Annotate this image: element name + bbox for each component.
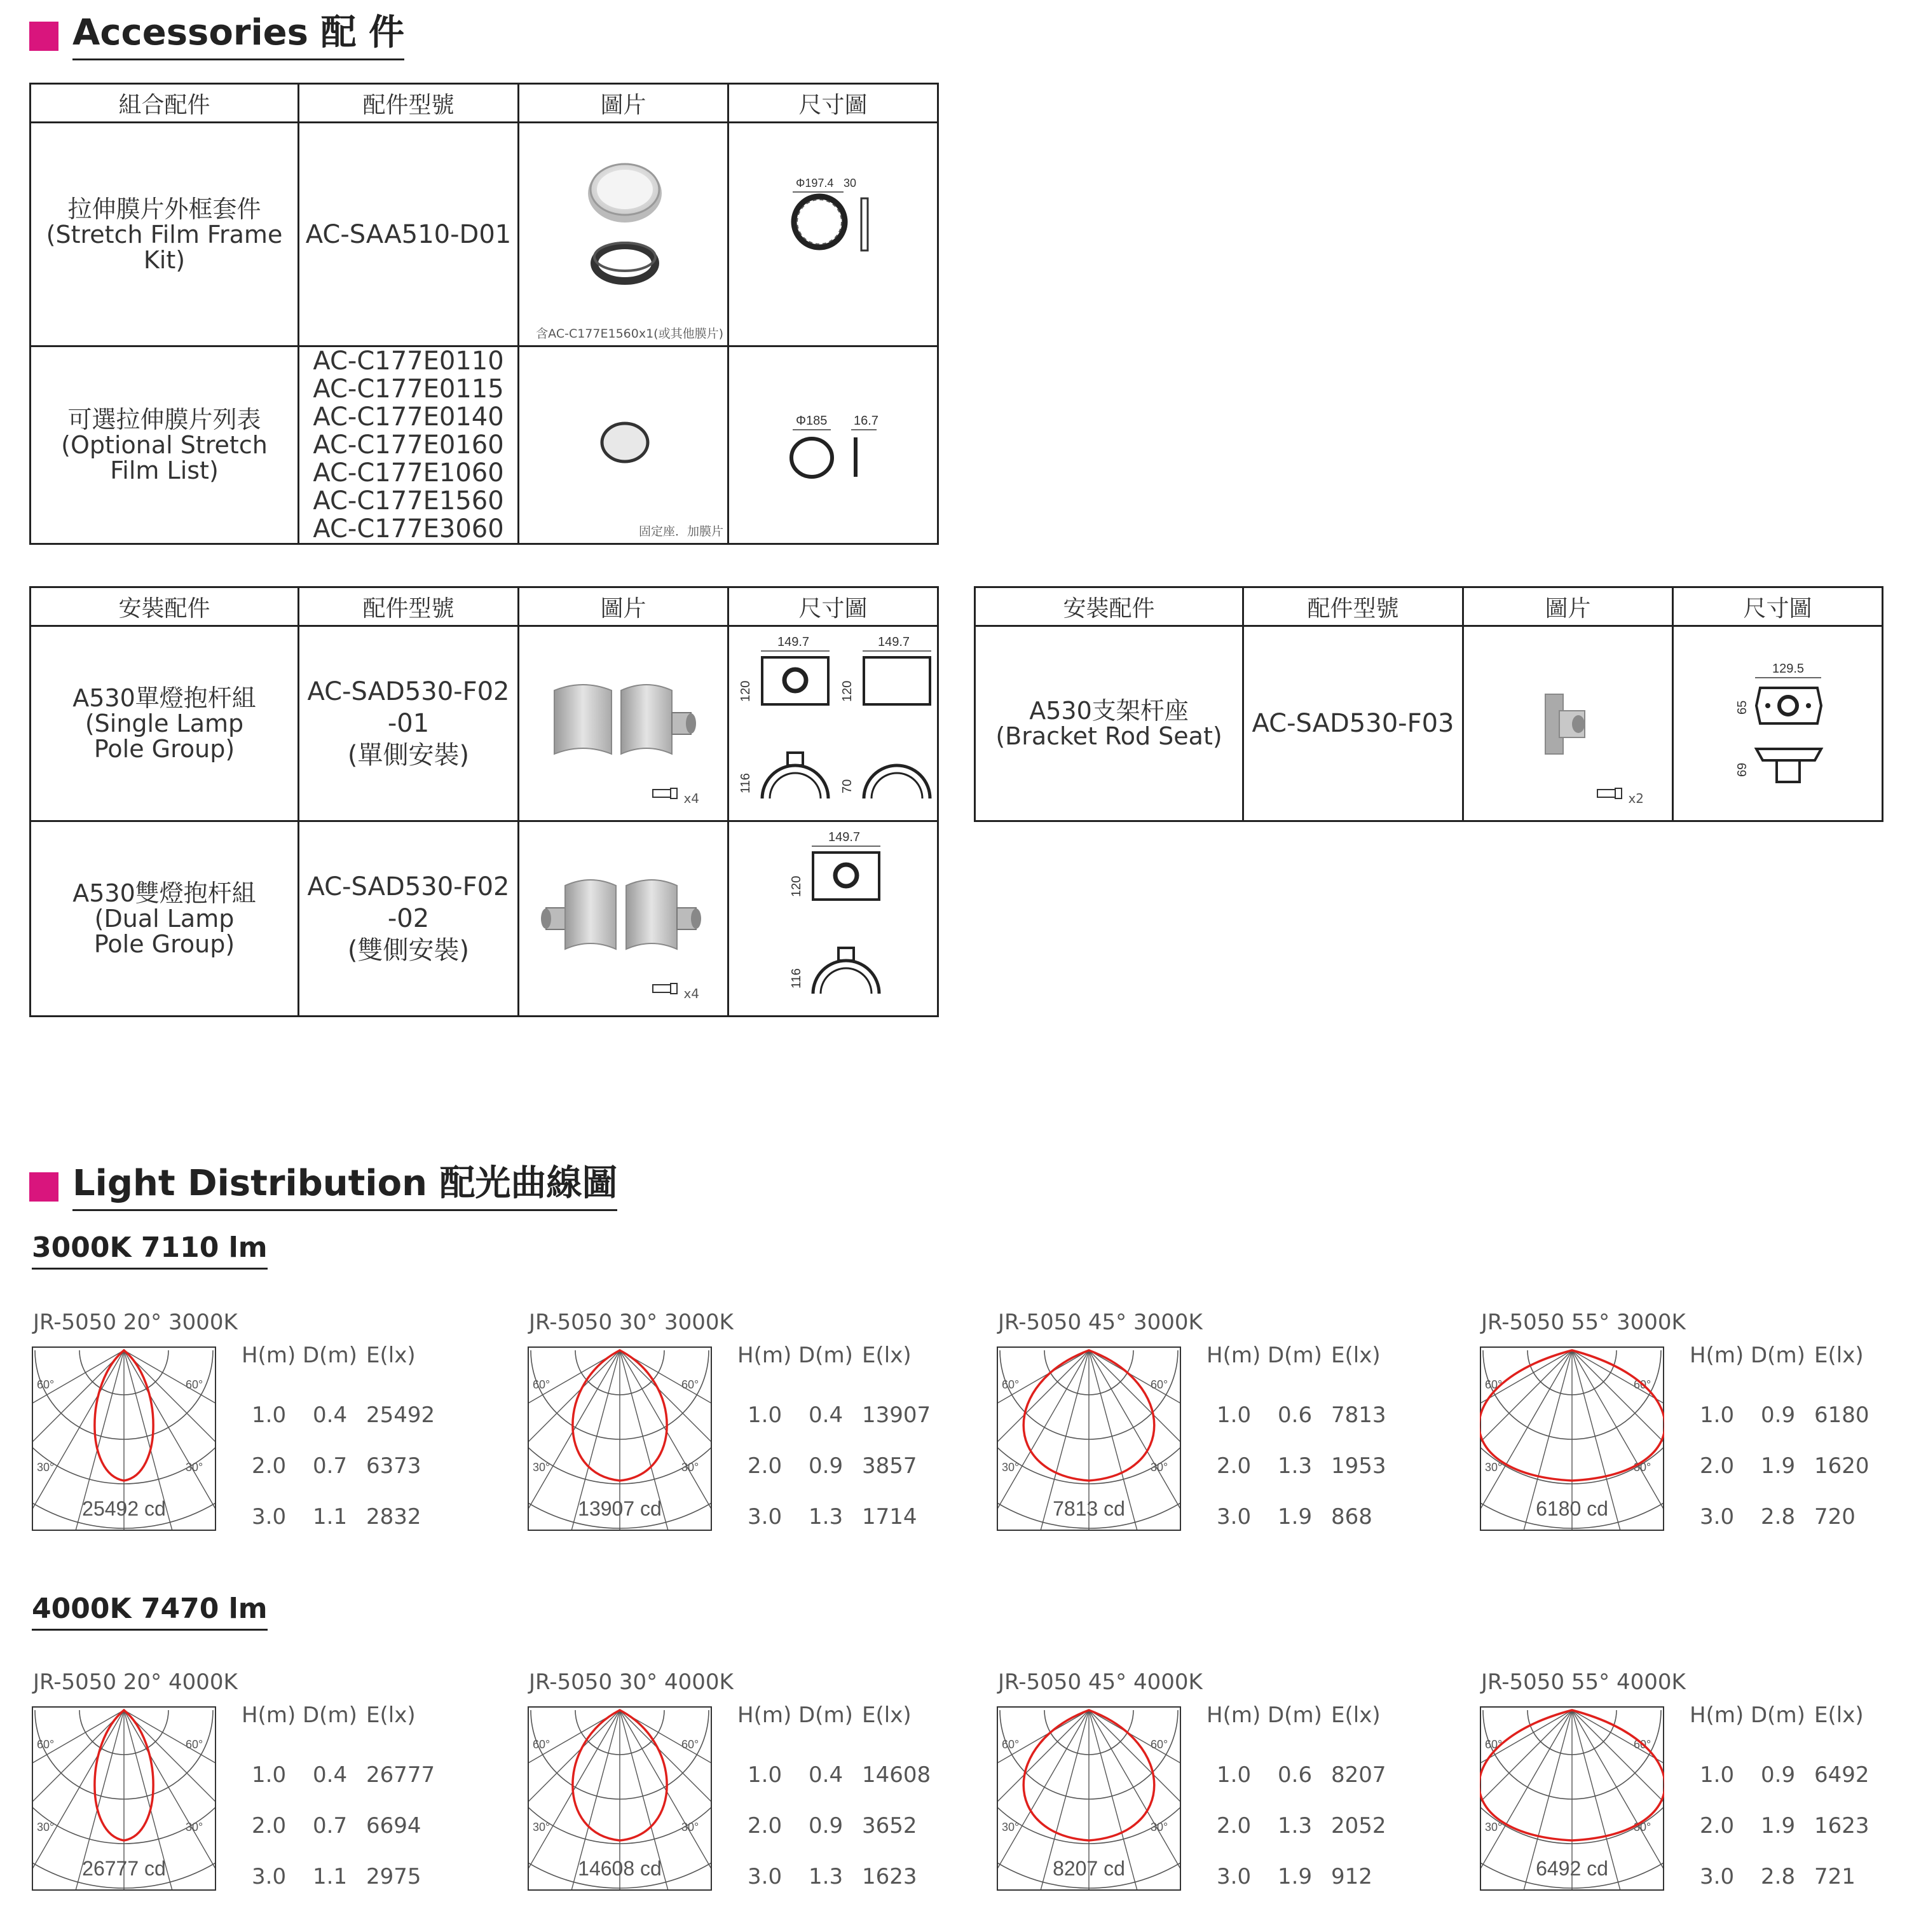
angle-label: 60° <box>1151 1378 1168 1391</box>
accessory-model-list <box>299 346 519 544</box>
table-cell: 1.3 <box>1278 1453 1313 1479</box>
table-cell: 13907 <box>862 1402 931 1428</box>
model-item: AC-C177E1060 <box>313 458 504 488</box>
polar-candela-diagram <box>528 1346 712 1531</box>
table-cell: 1.3 <box>1278 1813 1313 1839</box>
table-cell: 0.7 <box>313 1453 348 1479</box>
photo-note: 固定座．加膜片 <box>638 524 723 538</box>
table-cell: 1.0 <box>1217 1762 1252 1788</box>
angle-label: 30° <box>1485 1821 1503 1833</box>
chart-title: JR-5050 20° 4000K <box>33 1669 238 1695</box>
table-cell: 1.1 <box>313 1864 348 1889</box>
table-header: 尺寸圖 <box>728 84 938 123</box>
angle-label: 30° <box>37 1821 55 1833</box>
accessory-photo <box>1463 626 1673 821</box>
angle-label: 60° <box>186 1738 203 1751</box>
chart-title: JR-5050 30° 4000K <box>529 1669 734 1695</box>
table-cell: 3.0 <box>1217 1864 1252 1889</box>
table-cell: 2832 <box>366 1504 421 1530</box>
angle-label: 60° <box>681 1378 699 1391</box>
table-cell: 1.9 <box>1761 1813 1796 1839</box>
accessory-dimension <box>728 123 938 346</box>
polar-candela-diagram <box>1480 1706 1664 1891</box>
chart-title: JR-5050 45° 3000K <box>998 1310 1203 1335</box>
bracket-seat-image <box>1464 627 1674 818</box>
peak-candela-label: 6492 cd <box>1536 1857 1608 1880</box>
table-cell: 2.0 <box>1217 1453 1252 1479</box>
polar-candela-diagram <box>528 1706 712 1891</box>
frame-kit-dimension-drawing <box>729 123 939 343</box>
photo-note: 含AC-C177E1560x1(或其他膜片) <box>536 327 723 341</box>
table-cell: 1.0 <box>748 1402 783 1428</box>
table-cell: 0.6 <box>1278 1402 1313 1428</box>
light-distribution-heading <box>29 1162 618 1209</box>
dim-label: Φ185 <box>796 414 828 428</box>
table-cell: 1620 <box>1814 1453 1869 1479</box>
table-cell: 3.0 <box>252 1864 287 1889</box>
angle-label: 30° <box>1485 1461 1503 1474</box>
table-cell: 3.0 <box>252 1504 287 1530</box>
table-cell: 1.0 <box>1700 1762 1735 1788</box>
angle-label: 30° <box>681 1461 699 1474</box>
angle-label: 60° <box>1634 1378 1651 1391</box>
table-cell: 3.0 <box>1700 1504 1735 1530</box>
table-header: 配件型號 <box>299 587 519 626</box>
table-cell: 1953 <box>1331 1453 1386 1479</box>
dim-label: 149.7 <box>878 635 910 649</box>
table-cell: 1.9 <box>1278 1864 1313 1889</box>
table-cell: 1.3 <box>809 1504 844 1530</box>
dim-label: 120 <box>840 680 854 702</box>
table-cell: 1.0 <box>1700 1402 1735 1428</box>
column-header: E(lx) <box>1331 1702 1381 1728</box>
polar-candela-diagram <box>997 1346 1181 1531</box>
column-header: E(lx) <box>1814 1343 1864 1368</box>
accessory-dimension <box>1673 626 1883 821</box>
table-cell: 868 <box>1331 1504 1372 1530</box>
table-header: 組合配件 <box>31 84 299 123</box>
light-distribution-panel <box>997 1669 1442 1905</box>
angle-label: 30° <box>681 1821 699 1833</box>
table-cell: 0.6 <box>1278 1762 1313 1788</box>
angle-label: 60° <box>37 1738 55 1751</box>
table-header: 圖片 <box>519 84 728 123</box>
peak-candela-label: 6180 cd <box>1536 1497 1608 1520</box>
model-item: AC-C177E3060 <box>313 514 504 544</box>
table-cell: 0.4 <box>313 1402 348 1428</box>
table-cell: 3.0 <box>748 1504 783 1530</box>
angle-label: 60° <box>186 1378 203 1391</box>
table-cell: 0.4 <box>809 1402 844 1428</box>
dual-pole-clamp-image <box>519 822 729 1013</box>
table-header: 尺寸圖 <box>1673 587 1883 626</box>
table-cell: 1623 <box>862 1864 917 1889</box>
table-cell: 2.0 <box>1700 1813 1735 1839</box>
table-cell: 3.0 <box>1217 1504 1252 1530</box>
table-cell: 2.0 <box>748 1813 783 1839</box>
table-cell: 721 <box>1814 1864 1856 1889</box>
angle-label: 30° <box>1151 1461 1168 1474</box>
model-item: AC-C177E0110 <box>313 346 504 376</box>
single-pole-dimension-drawing <box>729 627 939 818</box>
peak-candela-label: 7813 cd <box>1053 1497 1125 1520</box>
frame-kit-image <box>519 123 729 343</box>
angle-label: 30° <box>1151 1821 1168 1833</box>
angle-label: 60° <box>1002 1738 1020 1751</box>
accessory-dimension <box>728 626 938 821</box>
accent-square-icon <box>29 1172 58 1202</box>
group-label-4000k: 4000K 7470 lm <box>32 1593 268 1631</box>
dim-label: 30 <box>844 177 857 189</box>
film-dimension-drawing <box>729 348 939 539</box>
table-header: 安裝配件 <box>975 587 1243 626</box>
group-label-3000k: 3000K 7110 lm <box>32 1232 268 1270</box>
table-cell: 7813 <box>1331 1402 1386 1428</box>
accessory-dimension <box>728 346 938 544</box>
angle-label: 60° <box>681 1738 699 1751</box>
quantity-label: x2 <box>1628 791 1644 806</box>
table-cell: 0.4 <box>809 1762 844 1788</box>
table-cell: 1.3 <box>809 1864 844 1889</box>
peak-candela-label: 8207 cd <box>1053 1857 1125 1880</box>
accessories-heading <box>29 11 404 58</box>
table-header: 尺寸圖 <box>728 587 938 626</box>
angle-label: 60° <box>1002 1378 1020 1391</box>
table-header: 配件型號 <box>1243 587 1463 626</box>
column-header: D(m) <box>1751 1343 1805 1368</box>
angle-label: 30° <box>533 1461 550 1474</box>
dim-label: 120 <box>789 875 803 897</box>
angle-label: 60° <box>1485 1378 1503 1391</box>
chart-title: JR-5050 30° 3000K <box>529 1310 734 1335</box>
light-distribution-panel <box>528 1310 973 1545</box>
table-cell: 1.0 <box>748 1762 783 1788</box>
table-cell: 14608 <box>862 1762 931 1788</box>
table-cell: 2.0 <box>252 1453 287 1479</box>
accessories-title: Accessories 配 件 <box>72 13 404 60</box>
column-header: H(m) <box>242 1702 296 1728</box>
accessory-photo <box>519 346 728 544</box>
angle-label: 60° <box>1151 1738 1168 1751</box>
table-cell: 0.4 <box>313 1762 348 1788</box>
accessory-name: A530雙燈抱杆組 (Dual Lamp Pole Group) <box>31 821 299 1017</box>
angle-label: 60° <box>1634 1738 1651 1751</box>
accessory-photo <box>519 821 728 1017</box>
accessory-model: AC-SAD530-F02 -02 (雙側安裝) <box>299 821 519 1017</box>
table-cell: 6180 <box>1814 1402 1869 1428</box>
column-header: D(m) <box>303 1702 357 1728</box>
column-header: D(m) <box>798 1702 853 1728</box>
column-header: D(m) <box>798 1343 853 1368</box>
angle-label: 60° <box>37 1378 55 1391</box>
table-cell: 26777 <box>366 1762 435 1788</box>
table-cell: 2975 <box>366 1864 421 1889</box>
column-header: H(m) <box>1690 1343 1744 1368</box>
light-distribution-panel <box>997 1310 1442 1545</box>
table-cell: 1.0 <box>252 1402 287 1428</box>
column-header: D(m) <box>1268 1343 1322 1368</box>
light-distribution-panel <box>32 1310 477 1545</box>
table-cell: 25492 <box>366 1402 435 1428</box>
column-header: H(m) <box>737 1702 792 1728</box>
angle-label: 60° <box>533 1378 550 1391</box>
table-cell: 1.9 <box>1278 1504 1313 1530</box>
model-item: AC-C177E0140 <box>313 402 504 432</box>
dim-label: 116 <box>789 968 803 989</box>
light-distribution-panel <box>1480 1669 1907 1905</box>
dim-label: 120 <box>739 680 753 702</box>
accessory-name: A530支架杆座 (Bracket Rod Seat) <box>975 626 1243 821</box>
table-cell: 2.8 <box>1761 1864 1796 1889</box>
dim-label: 69 <box>1735 762 1749 777</box>
accessory-name: A530單燈抱杆組 (Single Lamp Pole Group) <box>31 626 299 821</box>
chart-title: JR-5050 55° 4000K <box>1481 1669 1686 1695</box>
accessory-photo <box>519 123 728 346</box>
accent-square-icon <box>29 22 58 51</box>
polar-candela-diagram <box>32 1346 216 1531</box>
table-cell: 3857 <box>862 1453 917 1479</box>
table-cell: 3.0 <box>748 1864 783 1889</box>
peak-candela-label: 26777 cd <box>82 1857 166 1880</box>
table-cell: 2.0 <box>252 1813 287 1839</box>
chart-title: JR-5050 55° 3000K <box>1481 1310 1686 1335</box>
dim-label: 149.7 <box>777 635 810 649</box>
peak-candela-label: 14608 cd <box>578 1857 662 1880</box>
accessory-name: 可選拉伸膜片列表 (Optional Stretch Film List) <box>31 346 299 544</box>
table-cell: 6694 <box>366 1813 421 1839</box>
accessory-table-mount <box>29 586 939 1017</box>
light-distribution-panel <box>528 1669 973 1905</box>
angle-label: 30° <box>1634 1821 1651 1833</box>
accessory-model: AC-SAD530-F02 -01 (單側安裝) <box>299 626 519 821</box>
dim-label: 129.5 <box>1772 662 1805 676</box>
table-cell: 0.9 <box>809 1453 844 1479</box>
column-header: H(m) <box>737 1343 792 1368</box>
table-cell: 8207 <box>1331 1762 1386 1788</box>
table-header: 安裝配件 <box>31 587 299 626</box>
table-cell: 1.1 <box>313 1504 348 1530</box>
angle-label: 30° <box>37 1461 55 1474</box>
column-header: E(lx) <box>862 1343 912 1368</box>
table-cell: 2.0 <box>1217 1813 1252 1839</box>
peak-candela-label: 25492 cd <box>82 1497 166 1520</box>
bracket-seat-dimension-drawing <box>1674 627 1883 818</box>
table-cell: 1623 <box>1814 1813 1869 1839</box>
angle-label: 30° <box>186 1821 203 1833</box>
angle-label: 60° <box>533 1738 550 1751</box>
dim-label: 149.7 <box>828 830 861 844</box>
table-header: 圖片 <box>519 587 728 626</box>
dim-label: 16.7 <box>854 414 878 428</box>
column-header: E(lx) <box>366 1343 416 1368</box>
angle-label: 60° <box>1485 1738 1503 1751</box>
table-cell: 2052 <box>1331 1813 1386 1839</box>
column-header: H(m) <box>1206 1343 1261 1368</box>
table-cell: 2.8 <box>1761 1504 1796 1530</box>
column-header: D(m) <box>303 1343 357 1368</box>
table-header: 配件型號 <box>299 84 519 123</box>
quantity-label: x4 <box>683 791 699 806</box>
table-cell: 1.0 <box>1217 1402 1252 1428</box>
dim-label: 70 <box>840 779 854 793</box>
table-cell: 2.0 <box>1700 1453 1735 1479</box>
table-cell: 912 <box>1331 1864 1372 1889</box>
dim-label: Φ197.4 <box>796 177 834 189</box>
table-cell: 0.9 <box>1761 1402 1796 1428</box>
table-cell: 1.9 <box>1761 1453 1796 1479</box>
column-header: E(lx) <box>862 1702 912 1728</box>
table-cell: 6373 <box>366 1453 421 1479</box>
column-header: E(lx) <box>366 1702 416 1728</box>
polar-candela-diagram <box>1480 1346 1664 1531</box>
column-header: E(lx) <box>1814 1702 1864 1728</box>
table-cell: 720 <box>1814 1504 1856 1530</box>
column-header: H(m) <box>242 1343 296 1368</box>
table-cell: 2.0 <box>748 1453 783 1479</box>
accessory-table-combo <box>29 83 939 545</box>
polar-candela-diagram <box>32 1706 216 1891</box>
column-header: E(lx) <box>1331 1343 1381 1368</box>
accessory-model: AC-SAD530-F03 <box>1243 626 1463 821</box>
chart-title: JR-5050 45° 4000K <box>998 1669 1203 1695</box>
single-pole-clamp-image <box>519 627 729 818</box>
table-cell: 0.9 <box>1761 1762 1796 1788</box>
table-cell: 6492 <box>1814 1762 1869 1788</box>
accessory-model: AC-SAA510-D01 <box>299 123 519 346</box>
angle-label: 30° <box>533 1821 550 1833</box>
light-distribution-panel <box>1480 1310 1907 1545</box>
table-cell: 3.0 <box>1700 1864 1735 1889</box>
column-header: H(m) <box>1206 1702 1261 1728</box>
table-cell: 0.9 <box>809 1813 844 1839</box>
column-header: D(m) <box>1268 1702 1322 1728</box>
light-distribution-title: Light Distribution 配光曲線圖 <box>72 1163 617 1211</box>
table-cell: 3652 <box>862 1813 917 1839</box>
table-cell: 0.7 <box>313 1813 348 1839</box>
table-header: 圖片 <box>1463 587 1673 626</box>
model-item: AC-C177E0160 <box>313 430 504 460</box>
table-cell: 1714 <box>862 1504 917 1530</box>
light-distribution-panel <box>32 1669 477 1905</box>
model-item: AC-C177E0115 <box>313 374 504 404</box>
dim-label: 65 <box>1735 700 1749 715</box>
column-header: H(m) <box>1690 1702 1744 1728</box>
angle-label: 30° <box>1002 1821 1020 1833</box>
film-image <box>519 348 729 539</box>
peak-candela-label: 13907 cd <box>578 1497 662 1520</box>
accessory-photo <box>519 626 728 821</box>
chart-title: JR-5050 20° 3000K <box>33 1310 238 1335</box>
accessory-table-bracket <box>974 586 1883 822</box>
accessory-dimension <box>728 821 938 1017</box>
accessory-name: 拉伸膜片外框套件 (Stretch Film Frame Kit) <box>31 123 299 346</box>
polar-candela-diagram <box>997 1706 1181 1891</box>
table-cell: 1.0 <box>252 1762 287 1788</box>
quantity-label: x4 <box>683 986 699 1001</box>
column-header: D(m) <box>1751 1702 1805 1728</box>
model-item: AC-C177E1560 <box>313 486 504 516</box>
angle-label: 30° <box>1002 1461 1020 1474</box>
dim-label: 116 <box>739 773 753 793</box>
angle-label: 30° <box>1634 1461 1651 1474</box>
dual-pole-dimension-drawing <box>729 822 939 1013</box>
angle-label: 30° <box>186 1461 203 1474</box>
